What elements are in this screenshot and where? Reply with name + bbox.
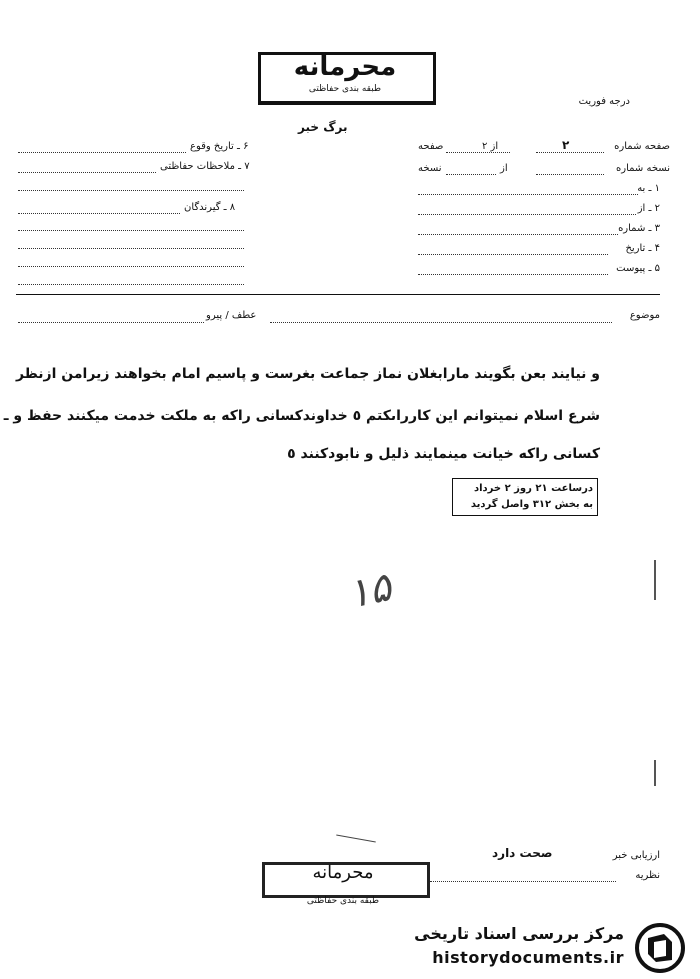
copy-number-line [536,174,604,175]
reference-label: عطف / پیرو [206,310,257,321]
stamp-line-1: درساعت ۲۱ روز ۲ خرداد [473,483,593,494]
copy-tail-label: نسخه [418,163,442,174]
recipients-line-5 [18,284,244,285]
urgency-label: درجه فوریت [578,96,630,107]
page-number-line [536,152,604,153]
field-date-label: ۴ ـ تاریخ [625,243,660,254]
reference-line [18,322,204,323]
page-number-value: ۲ [562,138,570,152]
field-number-line [418,234,618,235]
recipients-line-4 [18,266,244,267]
security-notes-line [18,172,156,173]
field-from-label: ۲ ـ از [637,203,660,214]
classification-title: محرمانه [293,52,397,82]
footer-classification-title: محرمانه [312,862,374,883]
body-line-1: و نیایند بعن بگویند مارابغلان نماز جماعت بغرست و پاسیم امام بخواهند زیرامن ازنظر [15,366,600,382]
page-tail-label: صفحه [418,141,444,152]
watermark-site: historydocuments.ir [432,948,624,967]
edge-mark-2 [654,760,656,786]
stamp-line-2: به بخش ۳۱۲ واصل گردید [470,499,593,510]
page-number-label: صفحه شماره [614,141,670,152]
recipients-label: ۸ ـ گیرندگان [184,202,236,213]
page-of-label: از ۲ [482,141,499,152]
opinion-line [430,881,616,882]
evaluation-label: ارزیابی خبر [612,850,660,861]
security-notes-label: ۷ ـ ملاحظات حفاظتی [160,161,250,172]
subject-line [270,322,612,323]
body-line-3: کسانی راکه خیانت مینمایند ذلیل و نابودکنند ٥ [287,446,600,462]
form-title: برگ خبر [298,120,348,134]
body-line-2: شرع اسلام نمیتوانم این کارراىکتم ٥ خداوندکسانی راکه به ملکت خدمت میکنند حفظ و ـ [3,408,600,424]
footer-classification-subtitle: طبقه بندی حفاظتی [306,896,380,906]
field-attachment-label: ۵ ـ پیوست [616,263,660,274]
classification-subtitle: طبقه بندی حفاظتی [308,84,382,94]
evaluation-value: صحت دارد [492,846,553,860]
security-notes-line-2 [18,190,244,191]
field-attachment-line [418,274,608,275]
field-date-line [418,254,608,255]
field-number-label: ۳ ـ شماره [618,223,660,234]
copy-number-label: نسخه شماره [616,163,670,174]
page-total-line [446,152,510,153]
watermark [410,918,694,976]
recipients-line-3 [18,248,244,249]
watermark-logo-icon [634,922,686,974]
handwritten-mark: ۱۵ [343,564,396,618]
edge-mark [654,560,656,600]
copy-of-label: از [500,163,508,174]
occurrence-date-line [18,152,186,153]
subject-label: موضوع [629,310,660,321]
occurrence-date-label: ۶ ـ تاریخ وقوع [190,141,249,152]
opinion-label: نظریه [635,870,660,881]
copy-total-line [446,174,496,175]
watermark-name: مرکز بررسی اسناد تاریخی [414,924,624,943]
receipt-stamp [452,478,598,516]
field-from-line [418,214,636,215]
field-to-label: ۱ ـ به [637,183,660,194]
recipients-line [18,213,180,214]
header-divider [16,294,660,295]
pen-stroke [336,835,376,843]
recipients-line-2 [18,230,244,231]
field-to-line [418,194,638,195]
